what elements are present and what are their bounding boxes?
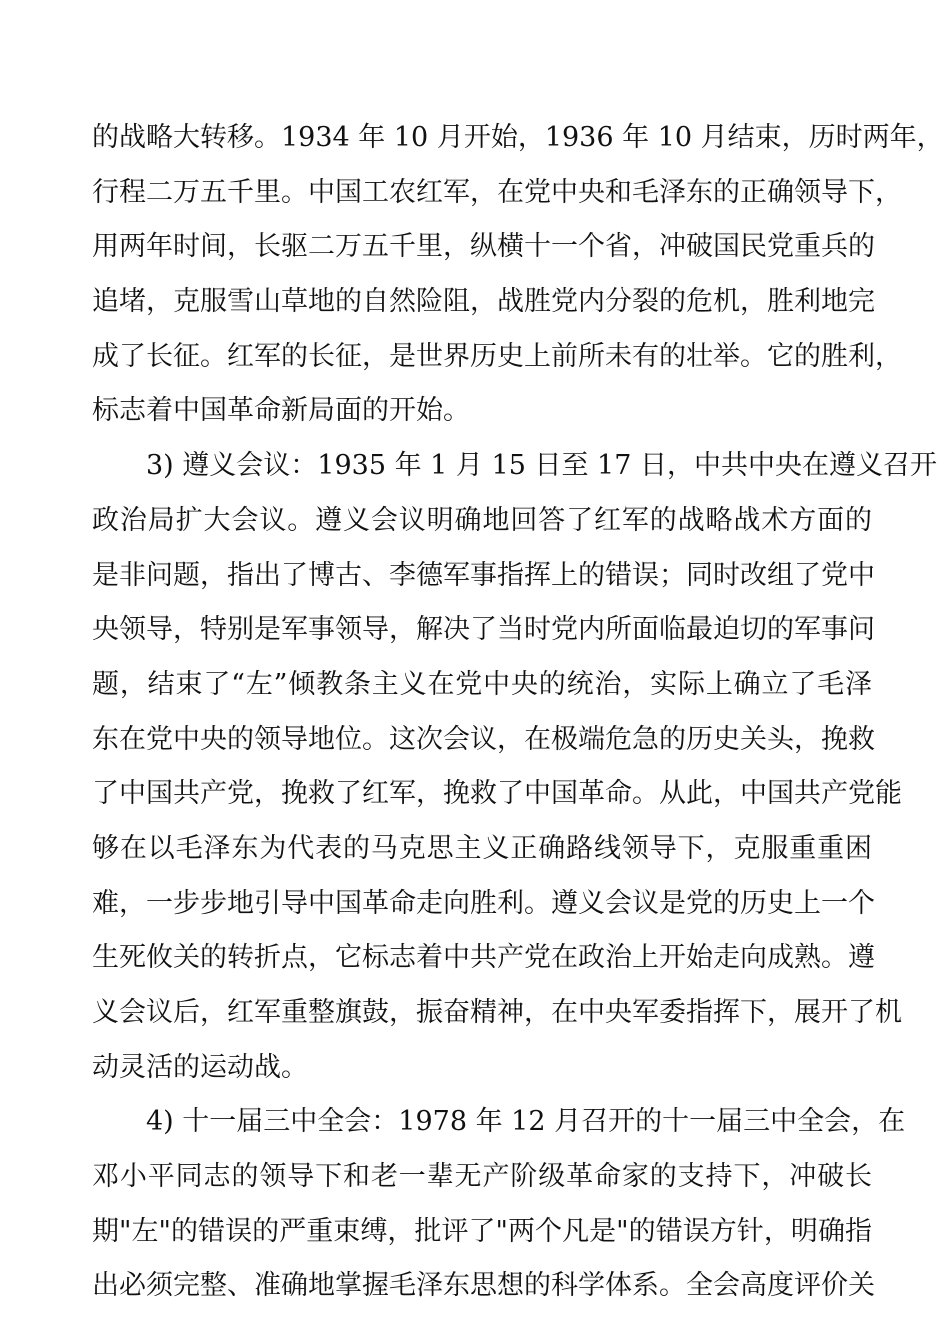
text-line: 够在以毛泽东为代表的马克思主义正确路线领导下，克服重重困	[92, 832, 872, 864]
text-line: 用两年时间，长驱二万五千里，纵横十一个省，冲破国民党重兵的	[92, 231, 875, 263]
text-line: 邓小平同志的领导下和老一辈无产阶级革命家的支持下，冲破长	[92, 1161, 872, 1193]
paragraph	[92, 439, 937, 1095]
paragraph	[92, 1095, 906, 1314]
text-line: 东在党中央的领导地位。这次会议，在极端危急的历史关头，挽救	[92, 723, 875, 755]
text-line: 的战略大转移。1934 年 10 月开始，1936 年 10 月结束，历时两年，	[92, 122, 944, 153]
text-line: 义会议后，红军重整旗鼓，振奋精神，在中央军委指挥下，展开了机	[92, 997, 902, 1028]
text-line: 政治局扩大会议。遵义会议明确地回答了红军的战略战术方面的	[92, 504, 872, 536]
text-line: 出必须完整、准确地掌握毛泽东思想的科学体系。全会高度评价关	[92, 1270, 875, 1302]
text-line: 生死攸关的转折点，它标志着中共产党在政治上开始走向成熟。遵	[92, 942, 875, 974]
text-line: 是非问题，指出了博古、李德军事指挥上的错误；同时改组了党中	[92, 559, 875, 591]
text-line: 题，结束了“左”倾教条主义在党中央的统治，实际上确立了毛泽	[92, 668, 872, 700]
text-line: 了中国共产党，挽救了红军，挽救了中国革命。从此，中国共产党能	[92, 778, 902, 810]
document-page	[92, 111, 944, 1314]
text-line: 成了长征。红军的长征，是世界历史上前所未有的壮举。它的胜利，	[92, 340, 902, 372]
text-line: 央领导，特别是军事领导，解决了当时党内所面临最迫切的军事问	[92, 614, 875, 646]
text-line: 难，一步步地引导中国革命走向胜利。遵义会议是党的历史上一个	[92, 887, 875, 919]
text-line: 动灵活的运动战。	[92, 1051, 308, 1083]
paragraph	[92, 111, 944, 439]
text-line: 追堵，克服雪山草地的自然险阻，战胜党内分裂的危机，胜利地完	[92, 286, 875, 318]
text-line: 4) 十一届三中全会：1978 年 12 月召开的十一届三中全会，在	[146, 1106, 906, 1138]
text-line: 标志着中国革命新局面的开始。	[92, 395, 470, 427]
text-line: 3) 遵义会议：1935 年 1 月 15 日至 17 日，中共中央在遵义召开	[146, 450, 937, 482]
text-line: 行程二万五千里。中国工农红军，在党中央和毛泽东的正确领导下，	[92, 176, 902, 208]
text-line: 期"左"的错误的严重束缚，批评了"两个凡是"的错误方针，明确指	[92, 1215, 872, 1247]
